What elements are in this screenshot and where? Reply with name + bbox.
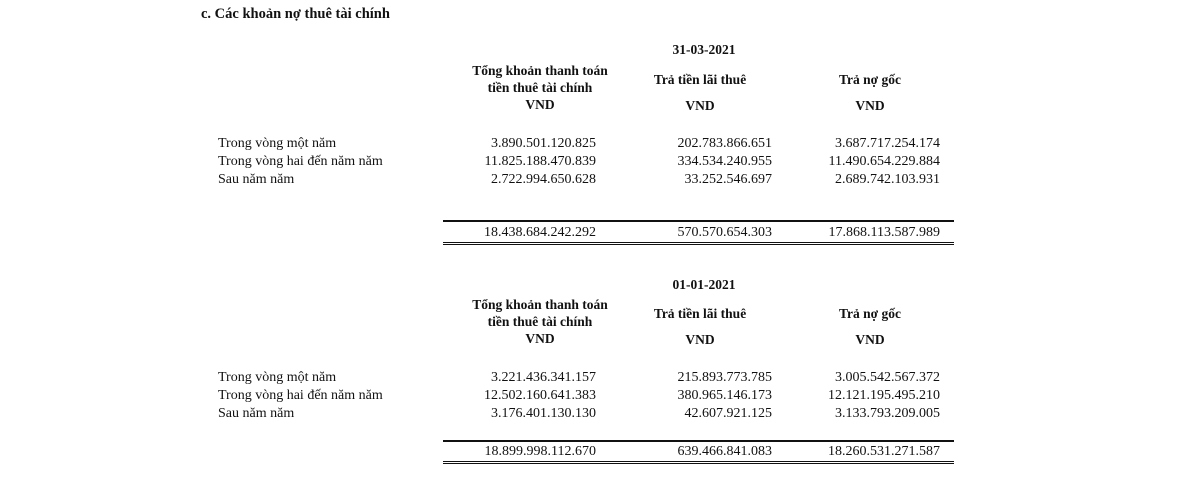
row-label: Trong vòng hai đến năm năm xyxy=(218,154,383,169)
row-label: Sau năm năm xyxy=(218,172,295,187)
cell-total-payments: 3.890.501.120.825 xyxy=(491,136,596,151)
total-double-rule-upper xyxy=(443,461,954,462)
row-label: Trong vòng hai đến năm năm xyxy=(218,388,383,403)
cell-principal: 3.005.542.567.372 xyxy=(835,370,940,385)
column-header-total-payments: Tổng khoản thanh toán tiền thuê tài chính VND xyxy=(472,63,608,112)
column-header-interest: Trả tiền lãi thuê VND xyxy=(653,72,747,113)
column-header-total-payments: Tổng khoản thanh toán tiền thuê tài chính VND xyxy=(472,297,608,346)
total-principal: 17.868.113.587.989 xyxy=(828,225,940,240)
total-double-rule-lower xyxy=(443,244,954,245)
total-principal: 18.260.531.271.587 xyxy=(828,444,940,459)
section-title: c. Các khoản nợ thuê tài chính xyxy=(201,6,390,22)
row-label: Trong vòng một năm xyxy=(218,370,337,385)
column-header-principal: Trả nợ gốc VND xyxy=(839,72,901,113)
period-header: 01-01-2021 xyxy=(672,277,736,292)
cell-total-payments: 3.221.436.341.157 xyxy=(491,370,596,385)
cell-principal: 2.689.742.103.931 xyxy=(835,172,940,187)
cell-interest: 334.534.240.955 xyxy=(677,154,772,169)
total-top-rule xyxy=(443,220,954,222)
total-double-rule-upper xyxy=(443,242,954,243)
row-label: Sau năm năm xyxy=(218,406,295,421)
cell-principal: 3.133.793.209.005 xyxy=(835,406,940,421)
cell-interest: 380.965.146.173 xyxy=(677,388,772,403)
period-header: 31-03-2021 xyxy=(672,42,736,57)
total-total-payments: 18.438.684.242.292 xyxy=(484,225,596,240)
cell-interest: 42.607.921.125 xyxy=(684,406,772,421)
row-label: Trong vòng một năm xyxy=(218,136,337,151)
cell-total-payments: 12.502.160.641.383 xyxy=(484,388,596,403)
total-interest: 639.466.841.083 xyxy=(677,444,772,459)
cell-principal: 3.687.717.254.174 xyxy=(835,136,940,151)
cell-total-payments: 3.176.401.130.130 xyxy=(491,406,596,421)
cell-total-payments: 2.722.994.650.628 xyxy=(491,172,596,187)
total-double-rule-lower xyxy=(443,463,954,464)
total-interest: 570.570.654.303 xyxy=(677,225,772,240)
cell-total-payments: 11.825.188.470.839 xyxy=(484,154,596,169)
cell-interest: 215.893.773.785 xyxy=(677,370,772,385)
cell-principal: 11.490.654.229.884 xyxy=(828,154,940,169)
column-header-principal: Trả nợ gốc VND xyxy=(839,306,901,347)
cell-interest: 33.252.546.697 xyxy=(684,172,772,187)
column-header-interest: Trả tiền lãi thuê VND xyxy=(653,306,747,347)
total-top-rule xyxy=(443,440,954,442)
cell-principal: 12.121.195.495.210 xyxy=(828,388,940,403)
cell-interest: 202.783.866.651 xyxy=(677,136,772,151)
total-total-payments: 18.899.998.112.670 xyxy=(484,444,596,459)
